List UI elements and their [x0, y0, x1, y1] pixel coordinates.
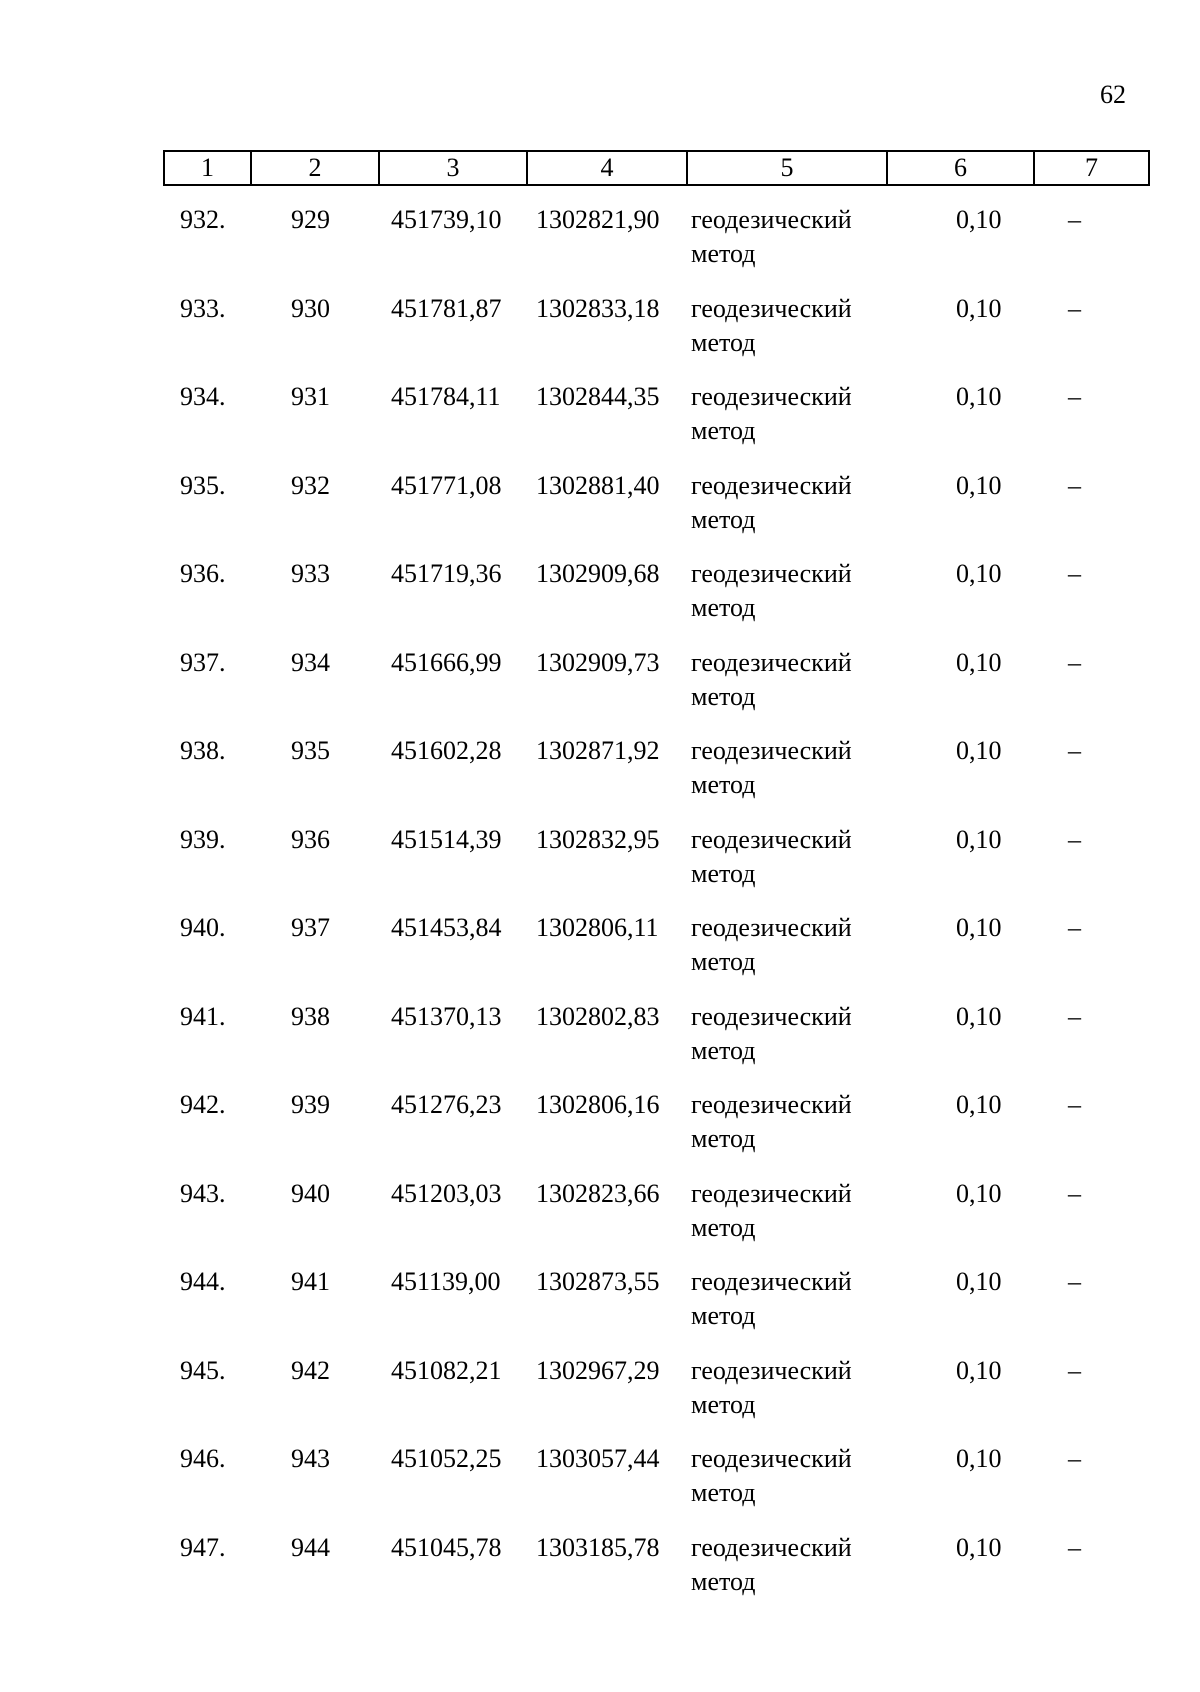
method-cell: [691, 734, 891, 802]
accuracy-value: 0,10: [956, 913, 1002, 942]
description-dash: –: [1068, 736, 1081, 765]
description-dash: –: [1068, 1267, 1081, 1296]
point-number: 930: [291, 293, 330, 323]
accuracy-value: 0,10: [956, 382, 1002, 411]
method-cell: [691, 203, 891, 271]
method-line-1: геодезический: [691, 470, 852, 500]
coordinate-y: 1303185,78: [536, 1532, 660, 1562]
table-row: [163, 1354, 1135, 1443]
accuracy-value: 0,10: [956, 293, 1002, 323]
row-number: 939.: [180, 824, 226, 854]
table-row: [163, 1177, 1135, 1266]
description-dash: –: [1068, 1178, 1081, 1208]
accuracy-value: 0,10: [956, 1532, 1002, 1562]
description-dash: –: [1068, 913, 1081, 942]
method-cell: [691, 469, 891, 537]
table-row: [163, 1265, 1135, 1354]
point-number: 931: [291, 382, 330, 411]
header-cell-2: 2: [251, 151, 379, 185]
method-line-2: метод: [691, 416, 756, 445]
method-line-1: геодезический: [691, 293, 852, 323]
coordinate-y: 1302806,11: [536, 913, 659, 942]
method-cell: [691, 1088, 891, 1156]
coordinate-x: 451781,87: [391, 293, 502, 323]
method-cell: [691, 1354, 891, 1422]
coordinate-y: 1302823,66: [536, 1178, 660, 1208]
row-number: 941.: [180, 1001, 226, 1031]
method-line-2: метод: [691, 770, 756, 799]
coordinate-x: 451453,84: [391, 913, 502, 942]
method-line-1: геодезический: [691, 647, 852, 677]
method-line-2: метод: [691, 947, 756, 976]
row-number: 935.: [180, 470, 226, 500]
row-number: 943.: [180, 1178, 226, 1208]
coordinate-y: 1302871,92: [536, 736, 660, 765]
method-cell: [691, 1177, 891, 1245]
coordinate-x: 451203,03: [391, 1178, 502, 1208]
coordinate-y: 1302909,68: [536, 559, 660, 588]
method-cell: [691, 1442, 891, 1510]
method-line-2: метод: [691, 1212, 756, 1242]
accuracy-value: 0,10: [956, 1355, 1002, 1385]
point-number: 935: [291, 736, 330, 765]
coordinate-x: 451139,00: [391, 1267, 501, 1296]
method-line-1: геодезический: [691, 736, 852, 765]
method-line-2: метод: [691, 239, 756, 268]
description-dash: –: [1068, 382, 1081, 411]
coordinate-x: 451719,36: [391, 559, 502, 588]
method-line-2: метод: [691, 1124, 756, 1153]
table-row: [163, 203, 1135, 292]
table-row: [163, 911, 1135, 1000]
row-number: 934.: [180, 382, 226, 411]
method-line-2: метод: [691, 1566, 756, 1596]
description-dash: –: [1068, 1532, 1081, 1562]
column-number-header: [163, 150, 1150, 186]
coordinate-y: 1302881,40: [536, 470, 660, 500]
table-row: [163, 469, 1135, 558]
accuracy-value: 0,10: [956, 736, 1002, 765]
row-number: 947.: [180, 1532, 226, 1562]
method-cell: [691, 646, 891, 714]
point-number: 932: [291, 470, 330, 500]
header-cell-7: 7: [1034, 151, 1149, 185]
method-line-1: геодезический: [691, 559, 852, 588]
header-cell-6: 6: [887, 151, 1034, 185]
description-dash: –: [1068, 824, 1081, 854]
header-row: [164, 151, 1149, 185]
header-cell-1: 1: [164, 151, 251, 185]
accuracy-value: 0,10: [956, 647, 1002, 677]
description-dash: –: [1068, 470, 1081, 500]
accuracy-value: 0,10: [956, 1001, 1002, 1031]
method-line-2: метод: [691, 504, 756, 534]
method-line-2: метод: [691, 681, 756, 711]
method-line-1: геодезический: [691, 1532, 852, 1562]
coordinate-y: 1302832,95: [536, 824, 660, 854]
coordinate-table-body: [163, 203, 1135, 1619]
coordinate-y: 1302821,90: [536, 205, 660, 234]
description-dash: –: [1068, 1355, 1081, 1385]
accuracy-value: 0,10: [956, 1178, 1002, 1208]
accuracy-value: 0,10: [956, 1090, 1002, 1119]
coordinate-x: 451784,11: [391, 382, 501, 411]
header-cell-3: 3: [379, 151, 527, 185]
method-line-2: метод: [691, 1301, 756, 1330]
row-number: 940.: [180, 913, 226, 942]
method-cell: [691, 557, 891, 625]
page-number: 62: [1100, 80, 1126, 109]
method-line-2: метод: [691, 1478, 756, 1507]
row-number: 932.: [180, 205, 226, 234]
table-row: [163, 734, 1135, 823]
point-number: 941: [291, 1267, 330, 1296]
method-line-1: геодезический: [691, 1090, 852, 1119]
method-cell: [691, 292, 891, 360]
table-row: [163, 557, 1135, 646]
table-row: [163, 1088, 1135, 1177]
table-row: [163, 1531, 1135, 1620]
accuracy-value: 0,10: [956, 205, 1002, 234]
coordinate-y: 1302909,73: [536, 647, 660, 677]
description-dash: –: [1068, 559, 1081, 588]
point-number: 939: [291, 1090, 330, 1119]
method-line-2: метод: [691, 327, 756, 357]
description-dash: –: [1068, 1444, 1081, 1473]
coordinate-x: 451666,99: [391, 647, 502, 677]
point-number: 929: [291, 205, 330, 234]
header-cell-5: 5: [687, 151, 887, 185]
table-row: [163, 823, 1135, 912]
coordinate-y: 1302802,83: [536, 1001, 660, 1031]
table-row: [163, 380, 1135, 469]
coordinate-x: 451082,21: [391, 1355, 502, 1385]
row-number: 936.: [180, 559, 226, 588]
point-number: 943: [291, 1444, 330, 1473]
point-number: 933: [291, 559, 330, 588]
method-cell: [691, 1000, 891, 1068]
point-number: 940: [291, 1178, 330, 1208]
row-number: 938.: [180, 736, 226, 765]
point-number: 942: [291, 1355, 330, 1385]
description-dash: –: [1068, 293, 1081, 323]
method-cell: [691, 823, 891, 891]
table-row: [163, 292, 1135, 381]
method-line-1: геодезический: [691, 1267, 852, 1296]
row-number: 942.: [180, 1090, 226, 1119]
method-line-1: геодезический: [691, 824, 852, 854]
coordinate-y: 1302844,35: [536, 382, 660, 411]
row-number: 937.: [180, 647, 226, 677]
coordinate-x: 451514,39: [391, 824, 502, 854]
coordinate-x: 451739,10: [391, 205, 502, 234]
accuracy-value: 0,10: [956, 824, 1002, 854]
table-row: [163, 1000, 1135, 1089]
header-cell-4: 4: [527, 151, 687, 185]
method-cell: [691, 1265, 891, 1333]
coordinate-x: 451370,13: [391, 1001, 502, 1031]
method-line-1: геодезический: [691, 205, 852, 234]
method-cell: [691, 1531, 891, 1599]
coordinate-y: 1302806,16: [536, 1090, 660, 1119]
accuracy-value: 0,10: [956, 559, 1002, 588]
point-number: 937: [291, 913, 330, 942]
table-row: [163, 1442, 1135, 1531]
method-cell: [691, 911, 891, 979]
accuracy-value: 0,10: [956, 470, 1002, 500]
method-line-2: метод: [691, 1035, 756, 1065]
table-row: [163, 646, 1135, 735]
method-line-1: геодезический: [691, 1355, 852, 1385]
accuracy-value: 0,10: [956, 1267, 1002, 1296]
coordinate-y: 1302967,29: [536, 1355, 660, 1385]
coordinate-x: 451045,78: [391, 1532, 502, 1562]
coordinate-x: 451052,25: [391, 1444, 502, 1473]
method-line-2: метод: [691, 593, 756, 622]
coordinate-x: 451771,08: [391, 470, 502, 500]
method-line-1: геодезический: [691, 1178, 852, 1208]
method-line-1: геодезический: [691, 1444, 852, 1473]
description-dash: –: [1068, 1001, 1081, 1031]
point-number: 944: [291, 1532, 330, 1562]
coordinate-x: 451276,23: [391, 1090, 502, 1119]
description-dash: –: [1068, 1090, 1081, 1119]
coordinate-y: 1302833,18: [536, 293, 660, 323]
description-dash: –: [1068, 647, 1081, 677]
method-line-1: геодезический: [691, 913, 852, 942]
point-number: 938: [291, 1001, 330, 1031]
method-line-2: метод: [691, 1389, 756, 1419]
point-number: 934: [291, 647, 330, 677]
point-number: 936: [291, 824, 330, 854]
row-number: 946.: [180, 1444, 226, 1473]
accuracy-value: 0,10: [956, 1444, 1002, 1473]
description-dash: –: [1068, 205, 1081, 234]
row-number: 933.: [180, 293, 226, 323]
coordinate-y: 1302873,55: [536, 1267, 660, 1296]
coordinate-y: 1303057,44: [536, 1444, 660, 1473]
method-line-1: геодезический: [691, 382, 852, 411]
row-number: 944.: [180, 1267, 226, 1296]
method-cell: [691, 380, 891, 448]
method-line-2: метод: [691, 858, 756, 888]
coordinate-x: 451602,28: [391, 736, 502, 765]
method-line-1: геодезический: [691, 1001, 852, 1031]
row-number: 945.: [180, 1355, 226, 1385]
